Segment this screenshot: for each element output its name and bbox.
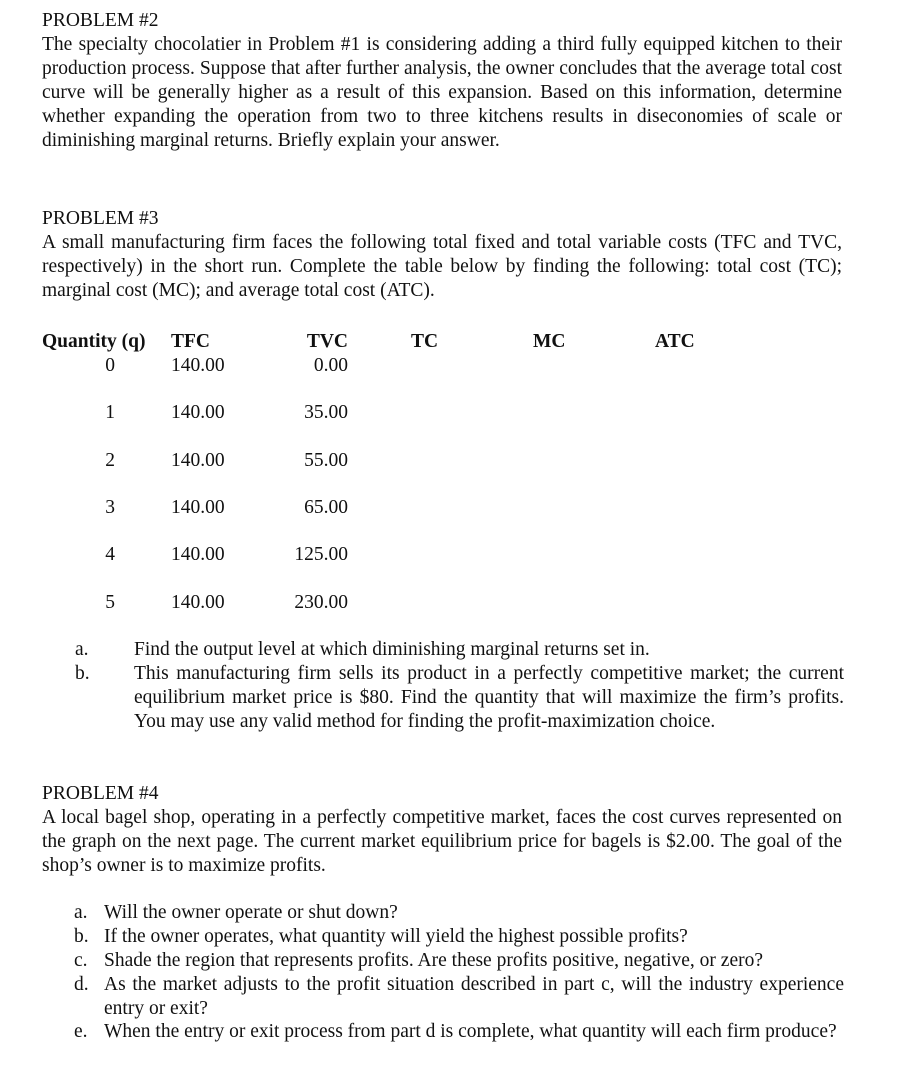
row-0-tfc: 140.00 (171, 355, 225, 376)
row-4-q: 4 (105, 544, 115, 565)
problem4-question-e: When the entry or exit process from part d is complete, what quantity will each firm produce? (104, 1021, 837, 1042)
problem4-text: A local bagel shop, operating in a perfectly competitive market, faces the cost curves represented on the graph on the next page. The current market equilibrium price for bagels is $2.00. The goal of the shop’s owner is to maximize profits. (42, 807, 842, 876)
row-3-tfc: 140.00 (171, 497, 225, 518)
problem3-text: A small manufacturing firm faces the following total fixed and total variable costs (TFC and TVC, respectively) in the short run. Complete the table below by finding the following: total cost (TC); marginal cost (MC); and average total cost (ATC). (42, 232, 842, 301)
row-5-tfc: 140.00 (171, 592, 225, 613)
problem4-question-a-label: a. (74, 902, 88, 923)
row-4-tfc: 140.00 (171, 544, 225, 565)
row-0-q: 0 (105, 355, 115, 376)
row-1-tvc: 35.00 (304, 402, 348, 423)
header-quantity: Quantity (q) (42, 331, 146, 352)
row-2-tvc: 55.00 (304, 450, 348, 471)
header-tfc: TFC (171, 331, 210, 352)
row-1-q: 1 (105, 402, 115, 423)
problem3-heading: PROBLEM #3 (42, 208, 159, 229)
row-2-q: 2 (105, 450, 115, 471)
row-2-tfc: 140.00 (171, 450, 225, 471)
row-3-tvc: 65.00 (304, 497, 348, 518)
header-mc: MC (533, 331, 566, 352)
row-5-q: 5 (105, 592, 115, 613)
problem4-question-d: As the market adjusts to the profit situation described in part c, will the industry experience entry or exit? (104, 974, 844, 1019)
row-0-tvc: 0.00 (313, 355, 348, 376)
header-tvc: TVC (306, 331, 348, 352)
row-5-tvc: 230.00 (294, 592, 348, 613)
header-atc: ATC (655, 331, 695, 352)
row-3-q: 3 (105, 497, 115, 518)
problem4-question-a: Will the owner operate or shut down? (104, 902, 398, 923)
header-tc: TC (411, 331, 439, 352)
problem3-question-a: Find the output level at which diminishing marginal returns set in. (134, 639, 650, 660)
problem4-question-c: Shade the region that represents profits. Are these profits positive, negative, or zero? (104, 950, 764, 971)
problem4-question-c-label: c. (74, 950, 88, 971)
problem4-question-e-label: e. (74, 1021, 88, 1042)
problem3-question-b: This manufacturing firm sells its product in a perfectly competitive market; the current equilibrium market price is $80. Find the quantity that will maximize the firm’s profits. You may use any valid method for finding the profit-maximization choice. (134, 663, 844, 732)
problem2-heading: PROBLEM #2 (42, 10, 159, 31)
problem4-heading: PROBLEM #4 (42, 783, 159, 804)
problem3-question-b-label: b. (75, 663, 90, 684)
row-4-tvc: 125.00 (294, 544, 348, 565)
problem2-text: The specialty chocolatier in Problem #1 is considering adding a third fully equipped kitchen to their production process. Suppose that after further analysis, the owner concludes that the average total cost curve will be generally higher as a result of this expansion. Based on this information, determine whether expanding the operation from two to three kitchens results in diseconomies of scale or diminishing marginal returns. Briefly explain your answer. (42, 34, 842, 151)
problem4-question-b: If the owner operates, what quantity will yield the highest possible profits? (104, 926, 688, 947)
problem3-question-a-label: a. (75, 639, 89, 660)
problem4-question-d-label: d. (74, 974, 89, 995)
row-1-tfc: 140.00 (171, 402, 225, 423)
problem4-question-b-label: b. (74, 926, 89, 947)
